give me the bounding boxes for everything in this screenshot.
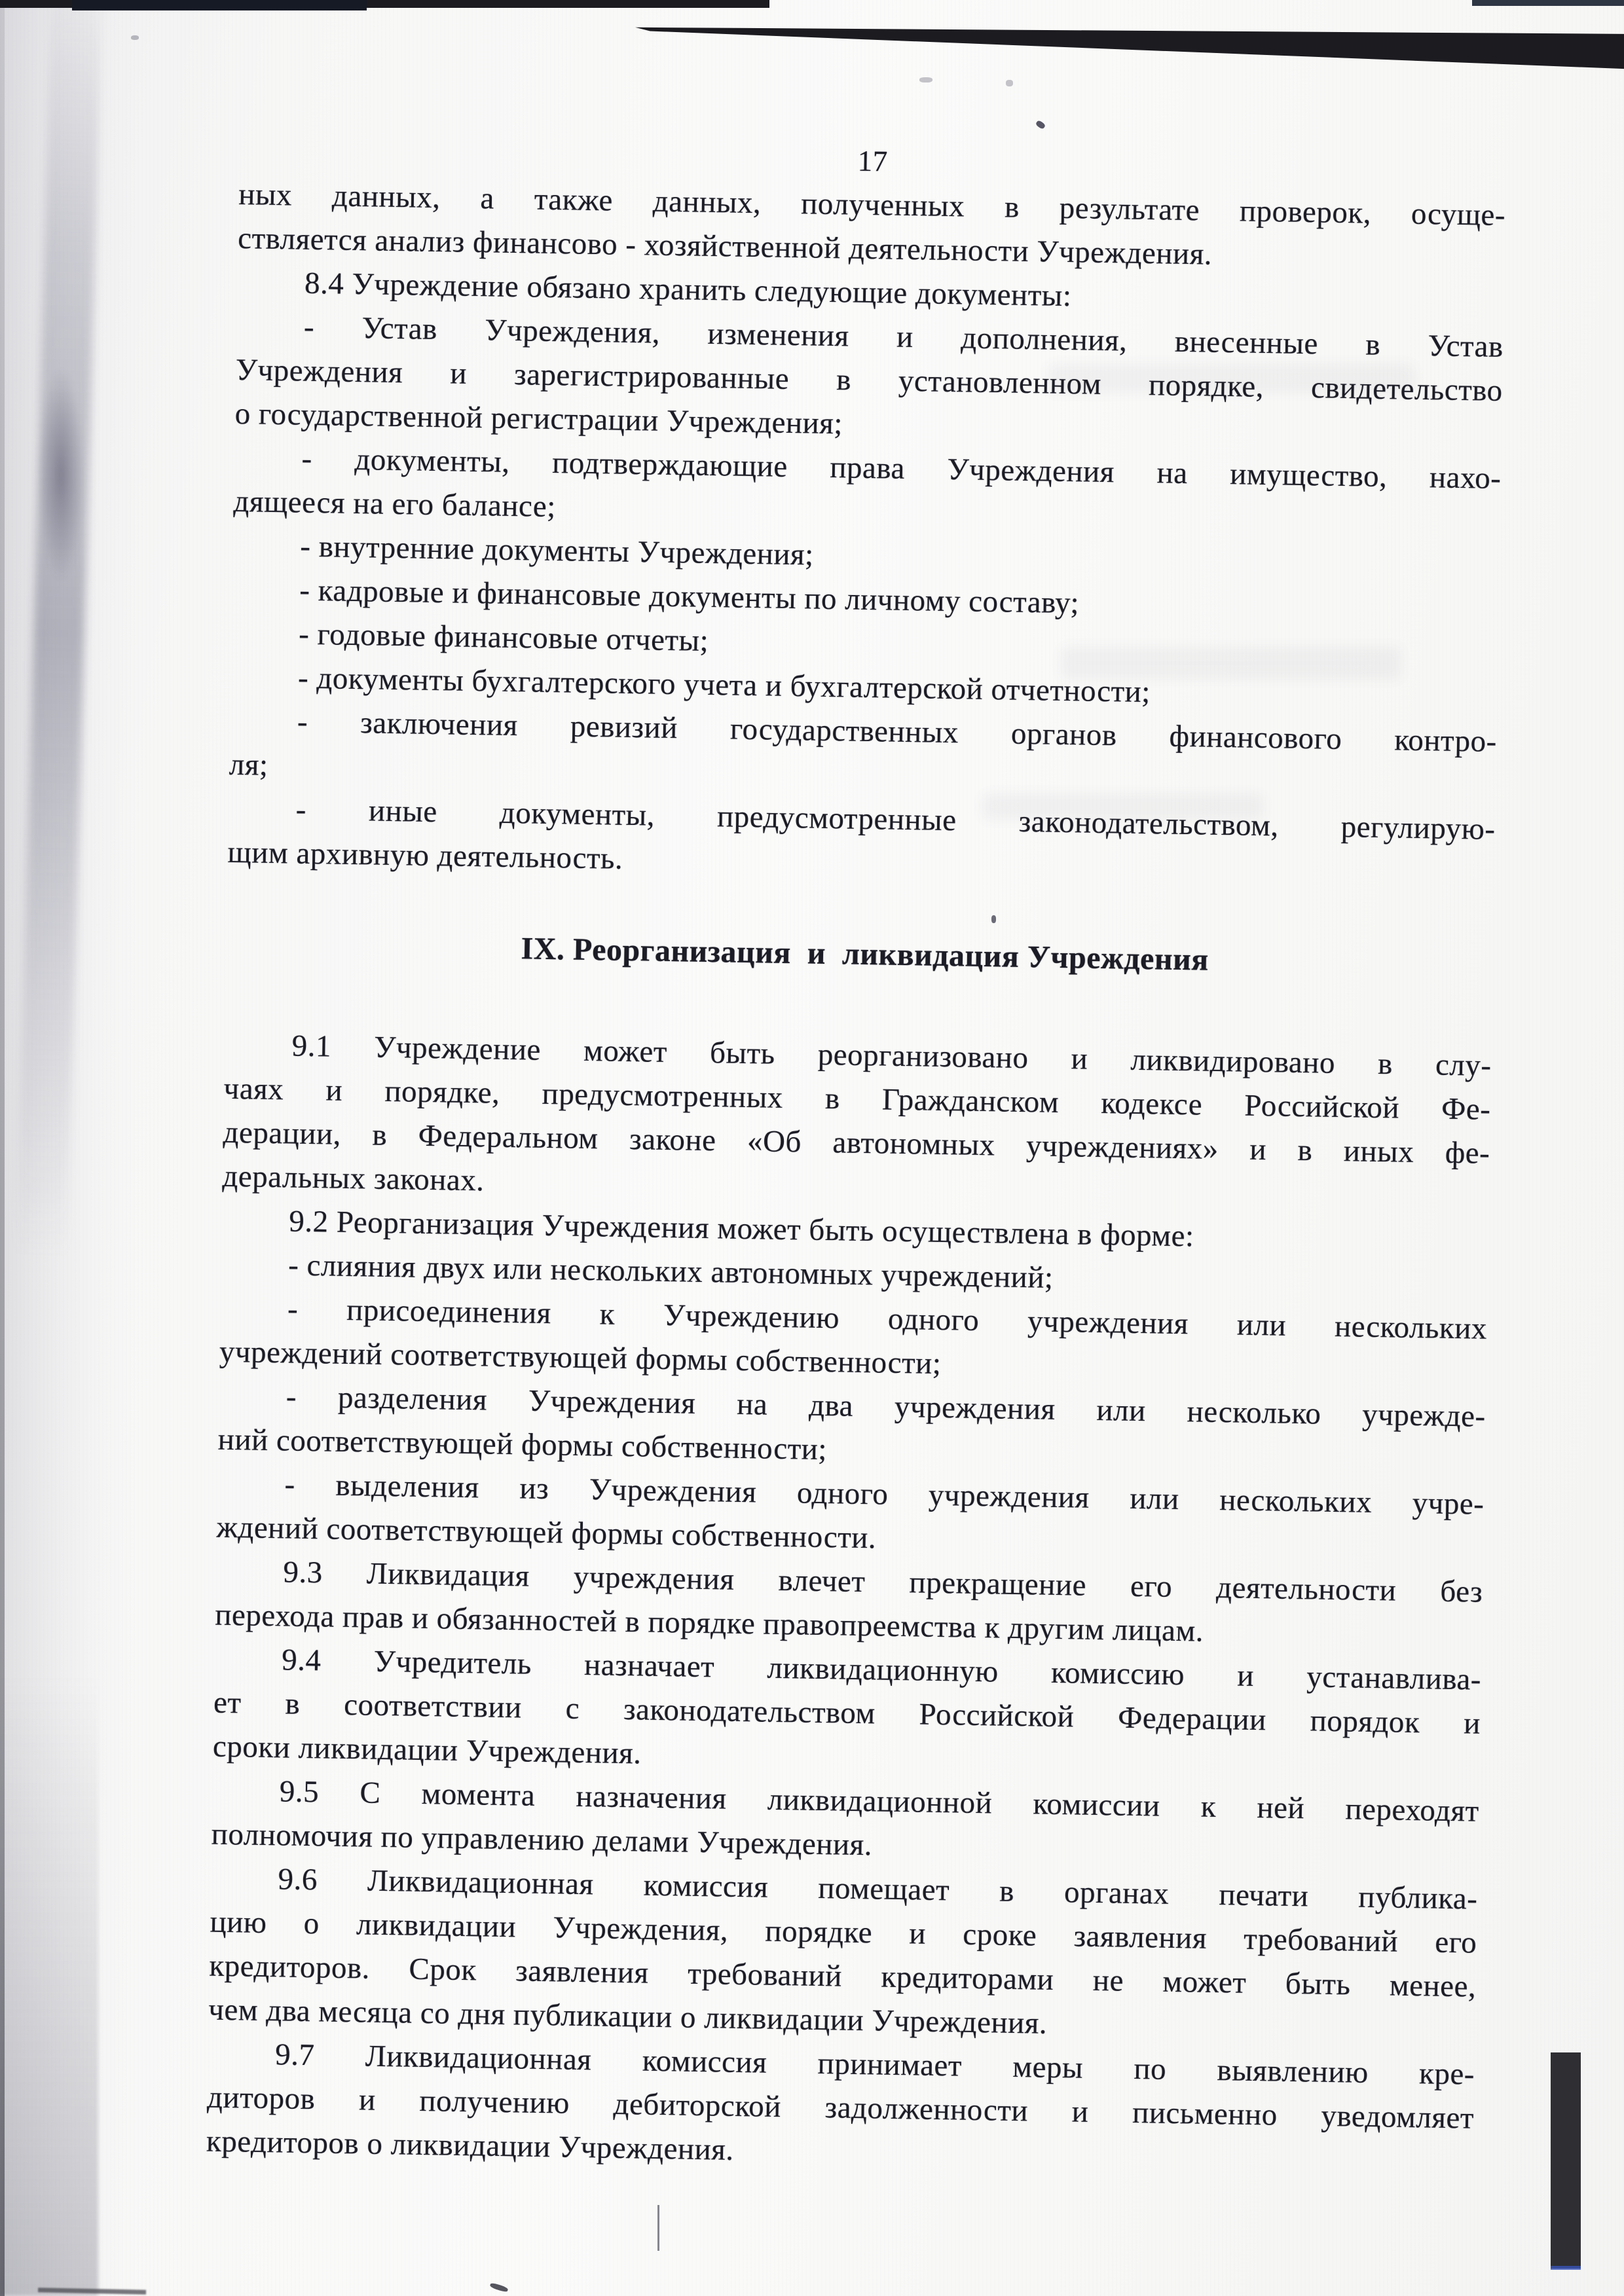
scan-speck [919, 77, 932, 82]
text-line: цию о ликвидации Учреждения, порядке и сроке заявления требований его [210, 1904, 1477, 1960]
text-line: ствляется анализ финансово - хозяйственной деятельности Учреждения. [237, 221, 1213, 272]
text-line: ных данных, а также данных, полученных в результате проверок, осуще- [238, 177, 1506, 233]
text-line: - кадровые и финансовые документы по личному составу; [299, 573, 1080, 621]
text-line: - разделения Учреждения на два учреждения или несколько учрежде- [286, 1379, 1486, 1434]
text-line: - Устав Учреждения, изменения и дополнения, внесенные в Устав [303, 310, 1504, 365]
text-line: ний соответствующей формы собственности; [217, 1422, 828, 1467]
text-line: ждений соответствующей формы собственности. [216, 1510, 877, 1556]
text-line: - выделения из Учреждения одного учреждения или нескольких учре- [284, 1467, 1485, 1522]
scan-artifact-right-bar-blue-edge [1551, 2266, 1581, 2270]
scan-speck [131, 35, 139, 40]
text-line: деральных законах. [222, 1159, 485, 1198]
text-line: 9.6 Ликвидационная комиссия помещает в органах печати публика- [278, 1862, 1478, 1916]
text-line: 9.2 Реорганизация Учреждения может быть осуществлена в форме: [288, 1204, 1195, 1254]
spine-fold-streak [16, 0, 103, 1258]
section-heading: IX. Реорганизация и ликвидация Учреждения [521, 931, 1209, 977]
text-line: 9.1 Учреждение может быть реорганизовано и ликвидировано в слу- [291, 1029, 1492, 1083]
scan-artifact-black-wedge [635, 24, 1624, 71]
scan-artifact-right-bar [1551, 2052, 1581, 2269]
text-line: - заключения ревизий государственных органов финансового контро- [297, 704, 1498, 759]
scan-speck [489, 2282, 508, 2293]
left-edge-hairline [0, 0, 5, 2296]
text-line: дящееся на его балансе; [233, 484, 557, 524]
text-line: 9.7 Ликвидационная комиссия принимает меры по выявлению кре- [274, 2037, 1475, 2092]
text-line: перехода прав и обязанностей в порядке правопреемства к другим лицам. [214, 1597, 1204, 1649]
scan-artifact-hairline [657, 2205, 659, 2251]
text-line: 9.5 С момента назначения ликвидационной комиссии к ней переходят [279, 1774, 1480, 1829]
text-line: Учреждения и зарегистрированные в установленном порядке, свидетельство [235, 352, 1504, 409]
paragraphs-after-heading [206, 1023, 1492, 2185]
text-line: дерации, в Федеральном законе «Об автономных учреждениях» и в иных фе- [223, 1115, 1490, 1171]
text-line: полномочия по управлению делами Учреждения. [211, 1817, 873, 1863]
text-line: щим архивную деятельность. [227, 835, 623, 876]
document-text-block [206, 128, 1506, 2185]
page-number: 17 [857, 144, 889, 178]
scan-speck [1006, 80, 1013, 86]
paragraphs-before-heading [227, 173, 1506, 896]
text-line: - присоединения к Учреждению одного учреждения или нескольких [287, 1292, 1488, 1346]
scan-artifact-top-strip-thick [72, 0, 367, 10]
text-line: чаях и порядке, предусмотренных в Гражданском кодексе Российской Фе- [223, 1071, 1491, 1127]
scan-artifact-top-right-strip [1472, 0, 1624, 6]
text-line: чем два месяца со дня публикации о ликвидации Учреждения. [208, 1992, 1048, 2041]
spine-dark-blob [38, 367, 84, 583]
text-line: 9.3 Ликвидация учреждения влечет прекращение его деятельности без [283, 1555, 1483, 1609]
spine-bottom-shadow [0, 1674, 98, 2296]
text-line: кредиторов о ликвидации Учреждения. [206, 2124, 735, 2167]
text-line: - внутренние документы Учреждения; [299, 529, 815, 572]
text-line: ет в соответствии с законодательством Российской Федерации порядок и [213, 1685, 1481, 1741]
text-line: - слияния двух или нескольких автономных учреждений; [287, 1248, 1054, 1295]
text-line: - иные документы, предусмотренные законодательством, регулирую- [295, 792, 1496, 847]
text-line: 9.4 Учредитель назначает ликвидационную комиссию и устанавлива- [281, 1643, 1482, 1697]
text-line: 8.4 Учреждение обязано хранить следующие документы: [304, 266, 1072, 314]
text-line: - документы, подтверждающие права Учреждения на имущество, нахо- [301, 441, 1502, 496]
text-line: сроки ликвидации Учреждения. [212, 1729, 642, 1771]
text-line: - документы бухгалтерского учета и бухгалтерской отчетности; [297, 661, 1151, 710]
text-line: учреждений соответствующей формы собственности; [219, 1334, 942, 1381]
scan-speck [1035, 120, 1046, 130]
text-line: кредиторов. Срок заявления требований кредиторами не может быть менее, [209, 1948, 1477, 2004]
text-line: ля; [229, 747, 268, 782]
text-line: - годовые финансовые отчеты; [298, 617, 709, 658]
text-line: о государственной регистрации Учреждения; [234, 396, 843, 441]
text-line: диторов и получению дебиторской задолженности и письменно уведомляет [206, 2080, 1475, 2136]
